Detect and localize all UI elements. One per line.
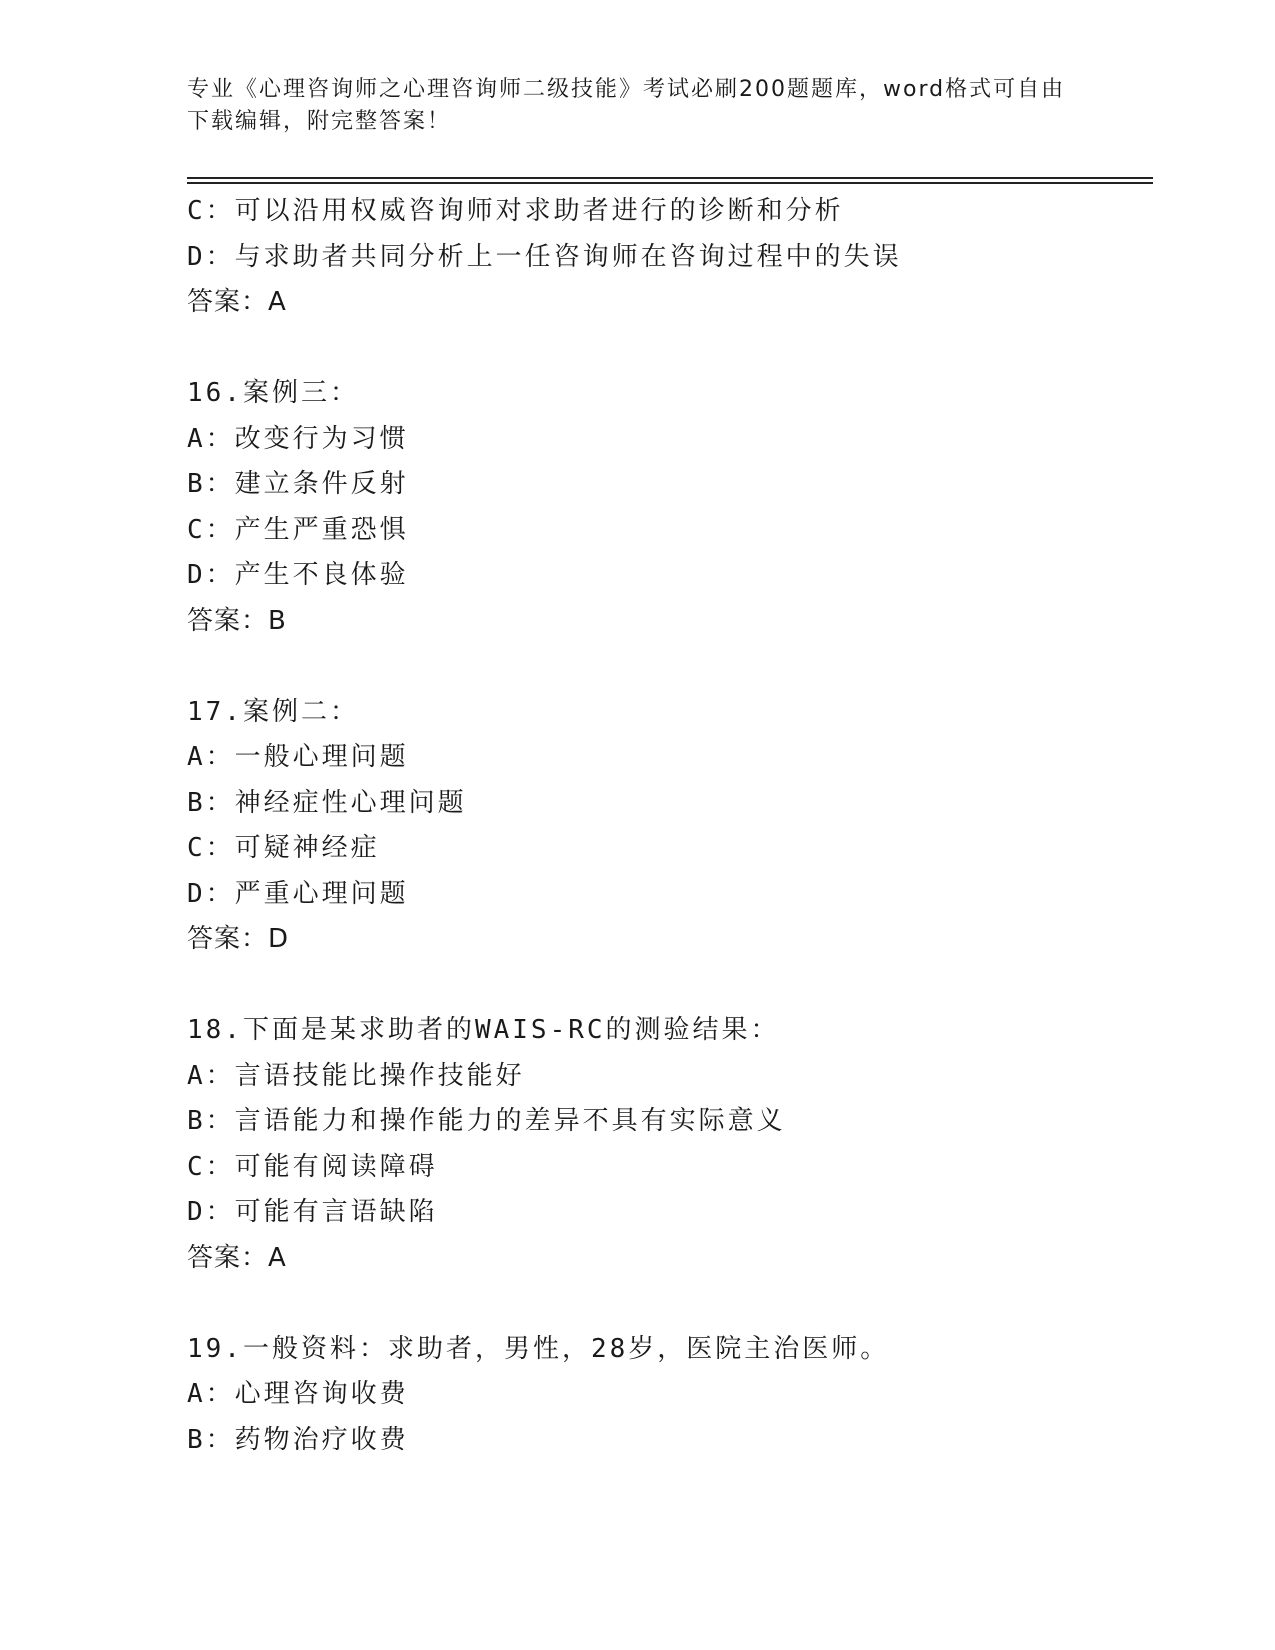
document-header: 专业《心理咨询师之心理咨询师二级技能》考试必刷200题题库，word格式可自由下载编辑，附完整答案！ bbox=[187, 77, 1066, 134]
q18-question: 18.下面是某求助者的WAIS-RC的测验结果： bbox=[187, 1015, 780, 1045]
header-divider-bottom bbox=[187, 182, 1153, 184]
q16-option-b: B：建立条件反射 bbox=[187, 469, 409, 499]
q18-option-b: B：言语能力和操作能力的差异不具有实际意义 bbox=[187, 1106, 786, 1136]
header-divider-top bbox=[187, 177, 1153, 179]
q19-question: 19.一般资料：求助者，男性，28岁，医院主治医师。 bbox=[187, 1333, 890, 1364]
q16-answer: 答案：B bbox=[187, 605, 287, 636]
q18-answer: 答案：A bbox=[187, 1242, 287, 1273]
q18-option-d: D：可能有言语缺陷 bbox=[187, 1197, 438, 1227]
q15-option-c: C：可以沿用权威咨询师对求助者进行的诊断和分析 bbox=[187, 196, 844, 226]
q17-option-b: B：神经症性心理问题 bbox=[187, 787, 467, 818]
q17-option-d: D：严重心理问题 bbox=[187, 878, 409, 909]
q15-option-d: D：与求助者共同分析上一任咨询师在咨询过程中的失误 bbox=[187, 241, 902, 272]
q15-answer: 答案：A bbox=[187, 287, 287, 317]
q17-option-c: C：可疑神经症 bbox=[187, 833, 380, 863]
q19-option-b: B：药物治疗收费 bbox=[187, 1424, 409, 1455]
q18-option-a: A：言语技能比操作技能好 bbox=[187, 1060, 525, 1091]
question-list bbox=[187, 189, 1167, 1463]
q16-option-d: D：产生不良体验 bbox=[187, 560, 409, 590]
q17-option-a: A：一般心理问题 bbox=[187, 742, 409, 772]
q18-option-c: C：可能有阅读障碍 bbox=[187, 1151, 438, 1182]
q16-option-a: A：改变行为习惯 bbox=[187, 423, 409, 454]
q19-option-a: A：心理咨询收费 bbox=[187, 1379, 409, 1409]
q16-option-c: C：产生严重恐惧 bbox=[187, 514, 409, 545]
q17-question: 17.案例二： bbox=[187, 696, 359, 727]
q16-question: 16.案例三： bbox=[187, 378, 359, 408]
q17-answer: 答案：D bbox=[187, 924, 290, 954]
